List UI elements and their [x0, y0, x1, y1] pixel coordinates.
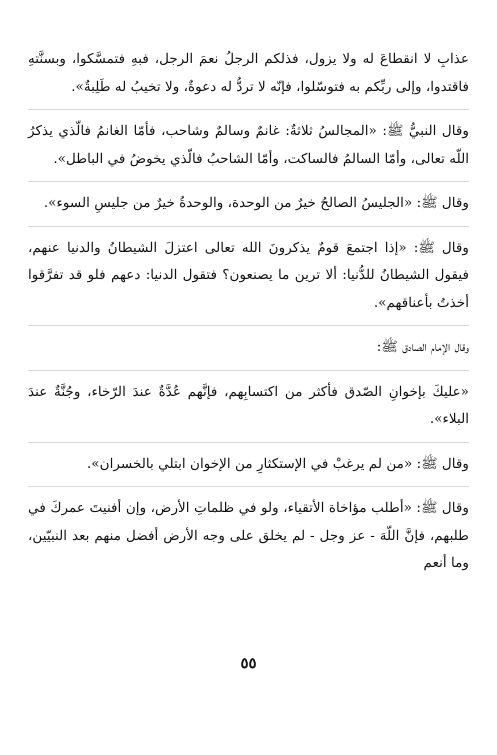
paragraph-divider — [28, 181, 469, 182]
paragraph-divider — [28, 226, 469, 227]
paragraph-divider — [28, 370, 469, 371]
paragraph-divider — [28, 109, 469, 110]
paragraph-istikthar: وقال ﷺ: «من لم يرغبْ في الإستكثارِ من الإخوان ابتلي بالخسران». — [86, 455, 469, 472]
paragraph-atqiya: وقال ﷺ: «أطلب مؤاخاة الأتقياء، ولو في ظلماتِ الأرض، وإن أفنيتَ عمركَ في طلبهم، فإنَّ اللّهَ - عز وجل - لم يخلق على وجه الأرض أفضل منهم بعد النبيّين، وما أنعم — [28, 500, 469, 571]
paragraph-continuation: عذابِ لا انقطاعَ له ولا يزول، فذلكم الرجلُ نعمَ الرجل، فبهِ فتمسَّكوا، وبسنَّتهِ فاقتدوا، وإلى ربِّكم به فتوسّلوا، فإنّه لا تردُّ له دعوةٌ، ولا تخيبُ له طَلِبةٌ». — [28, 51, 469, 95]
paragraph-hadith-dhikr: وقال ﷺ: «إذا اجتمعَ قومٌ يذكرونَ الله تعالى اعتزلَ الشيطانُ والدنيا عنهم، فيقول الشيطانُ للدُّنيا: ألا ترين ما يصنعون؟ فتقول الدنيا: دعهم فلو قد تفرَّقوا أخذتُ بأعناقهم». — [28, 239, 469, 311]
paragraph-divider — [28, 325, 469, 326]
paragraph-ikhwan-sidq: «عليكَ بإخوانِ الصّدق فأكثر من اكتسابِهم، فإنَّهم عُدَّةٌ عندَ الرّخاء، وجُنَّةٌ عندَ البلاء». — [28, 383, 469, 427]
paragraph-hadith-majalis: وقال النبيُّ ﷺ: «المجالسُ ثلاثةٌ: غانمٌ وسالمٌ وشاحب، فأمّا الغانمُ فالّذي يذكرُ اللّه تعالى، وأمّا السالمُ فالساكت، وأمّا الشاحبُ فالّذي يخوضُ في الباطل». — [28, 123, 469, 167]
page-number: ٥٥ — [240, 654, 257, 672]
paragraph-hadith-jalis: وقال ﷺ: «الجليسُ الصالحُ خيرٌ من الوحدة، والوحدةُ خيرٌ من جليسِ السوء». — [43, 195, 469, 211]
paragraph-divider — [28, 442, 469, 443]
paragraph-divider — [28, 486, 469, 487]
page-body — [28, 46, 469, 578]
paragraph-imam-sadiq-intro: وقال الإمام الصادق ﷺ: — [376, 339, 469, 355]
